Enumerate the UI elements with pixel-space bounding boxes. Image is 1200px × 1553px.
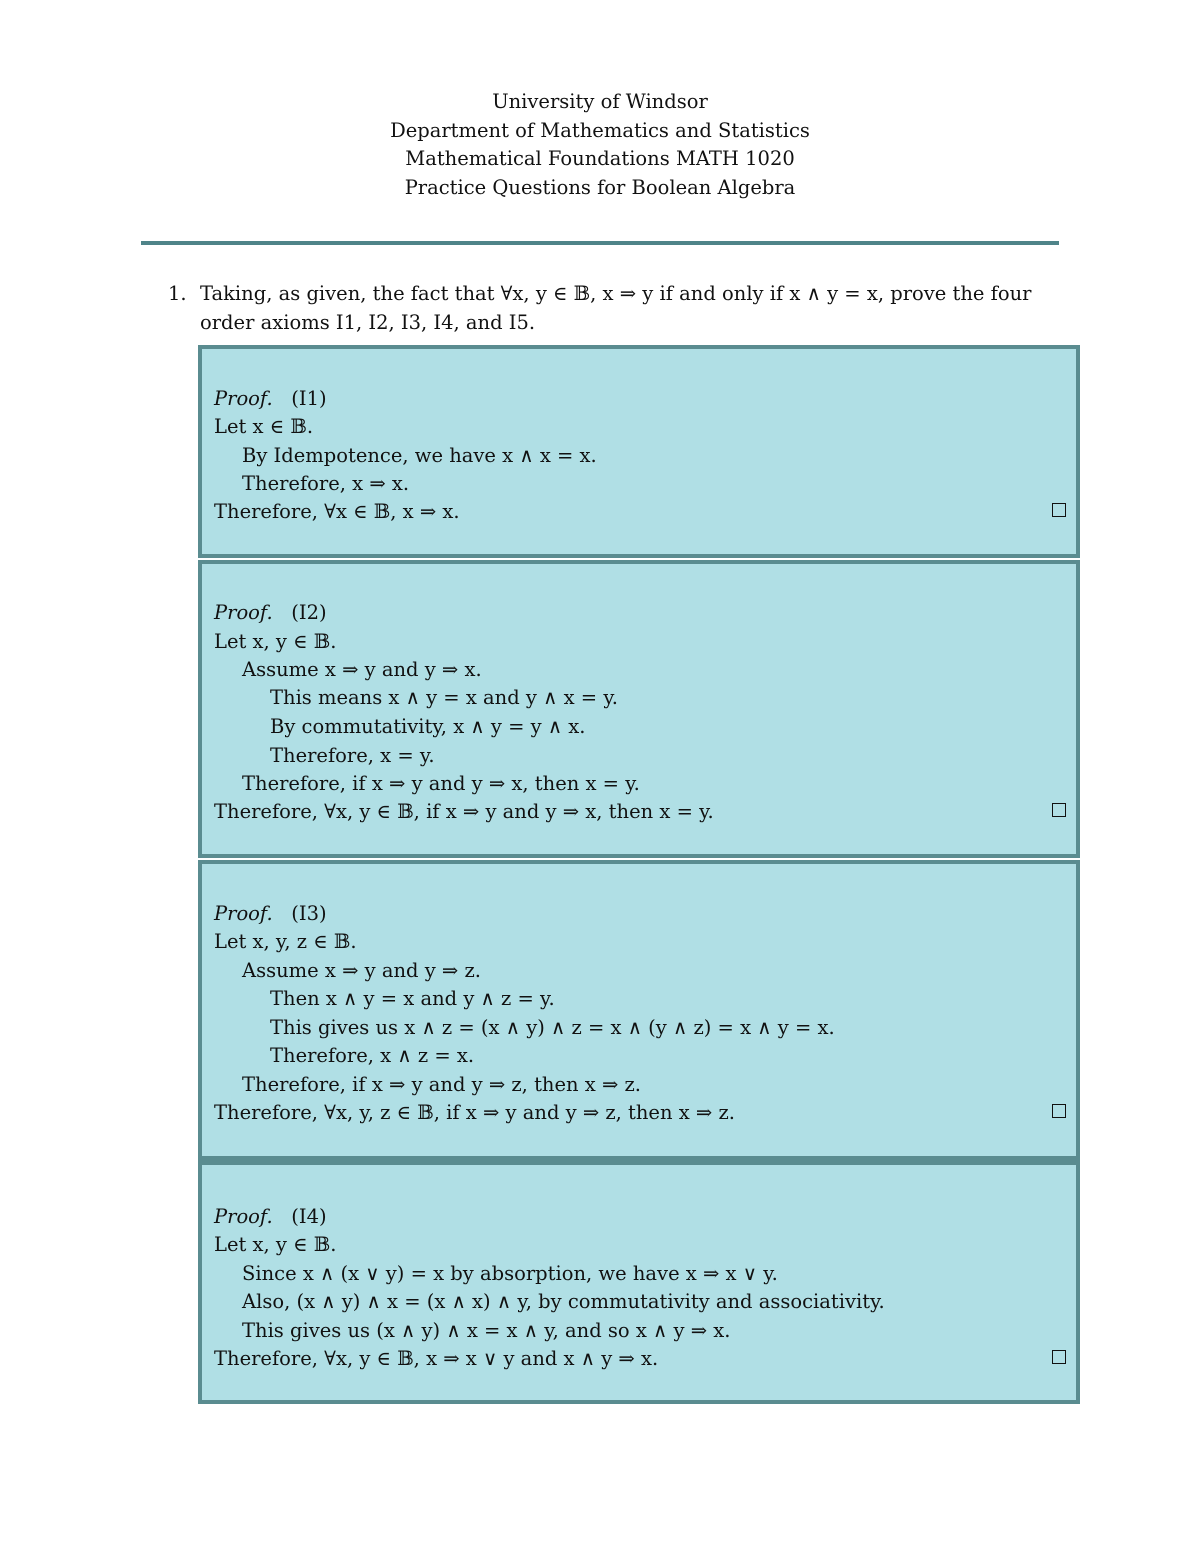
proof-line: This gives us (x ∧ y) ∧ x = x ∧ y, and so x ∧ y ⇒ x. [242,1319,731,1342]
proof-line: By Idempotence, we have x ∧ x = x. [242,444,597,467]
proof-label: Proof. [214,387,273,410]
proof-line: Also, (x ∧ y) ∧ x = (x ∧ x) ∧ y, by commutativity and associativity. [242,1290,885,1313]
proof-line: Therefore, ∀x ∈ 𝔹, x ⇒ x. [214,500,460,523]
proof-box-i4 [198,1158,1080,1404]
qed-square-icon [1052,1350,1066,1364]
proof-label: Proof. [214,601,273,624]
question-number: 1. [168,282,187,305]
qed-square-icon [1052,503,1066,517]
proof-label: Proof. [214,902,273,925]
qed-square-icon [1052,803,1066,817]
proof-box-i1 [198,345,1080,558]
proof-box-i2 [198,560,1080,858]
document-header [0,88,1200,202]
proof-tag: (I3) [291,902,327,925]
proof-line: Therefore, x ∧ z = x. [270,1044,475,1067]
proof-line: Therefore, if x ⇒ y and y ⇒ x, then x = y. [242,772,640,795]
proof-line: Since x ∧ (x ∨ y) = x by absorption, we have x ⇒ x ∨ y. [242,1262,778,1285]
proof-line: Let x, y, z ∈ 𝔹. [214,930,357,953]
proof-line: Let x, y ∈ 𝔹. [214,630,337,653]
proof-heading [214,385,327,413]
proof-line: Therefore, x = y. [270,744,435,767]
header-divider [141,241,1059,245]
proof-line: Therefore, if x ⇒ y and y ⇒ z, then x ⇒ z. [242,1073,641,1096]
proof-line: Let x ∈ 𝔹. [214,415,314,438]
proof-label: Proof. [214,1205,273,1228]
proof-heading [214,599,327,627]
proof-line: By commutativity, x ∧ y = y ∧ x. [270,715,586,738]
proof-line: Therefore, ∀x, y ∈ 𝔹, if x ⇒ y and y ⇒ x, then x = y. [214,800,714,823]
proof-tag: (I2) [291,601,327,624]
proof-line: Therefore, ∀x, y ∈ 𝔹, x ⇒ x ∨ y and x ∧ y ⇒ x. [214,1347,659,1370]
document-title: Practice Questions for Boolean Algebra [404,175,796,199]
question-text: Taking, as given, the fact that ∀x, y ∈ 𝔹, x ⇒ y if and only if x ∧ y = x, prove the four order axioms I1, I2, I3, I4, and I5. [200,282,1032,334]
proof-heading [214,1203,327,1231]
department-name: Department of Mathematics and Statistics [390,118,810,142]
proof-line: Therefore, ∀x, y, z ∈ 𝔹, if x ⇒ y and y ⇒ z, then x ⇒ z. [214,1101,735,1124]
proof-line: This gives us x ∧ z = (x ∧ y) ∧ z = x ∧ (y ∧ z) = x ∧ y = x. [270,1016,835,1039]
proof-tag: (I1) [291,387,327,410]
proof-line: Therefore, x ⇒ x. [242,472,410,495]
proof-line: Assume x ⇒ y and y ⇒ x. [242,658,482,681]
proof-line: Let x, y ∈ 𝔹. [214,1233,337,1256]
proof-line: This means x ∧ y = x and y ∧ x = y. [270,686,618,709]
question-1 [168,280,1063,337]
proof-box-i3 [198,860,1080,1160]
proof-line: Then x ∧ y = x and y ∧ z = y. [270,987,555,1010]
qed-square-icon [1052,1104,1066,1118]
proof-heading [214,900,327,928]
proof-tag: (I4) [291,1205,327,1228]
course-name: Mathematical Foundations MATH 1020 [405,147,795,170]
proof-line: Assume x ⇒ y and y ⇒ z. [242,959,481,982]
university-name: University of Windsor [492,90,708,113]
